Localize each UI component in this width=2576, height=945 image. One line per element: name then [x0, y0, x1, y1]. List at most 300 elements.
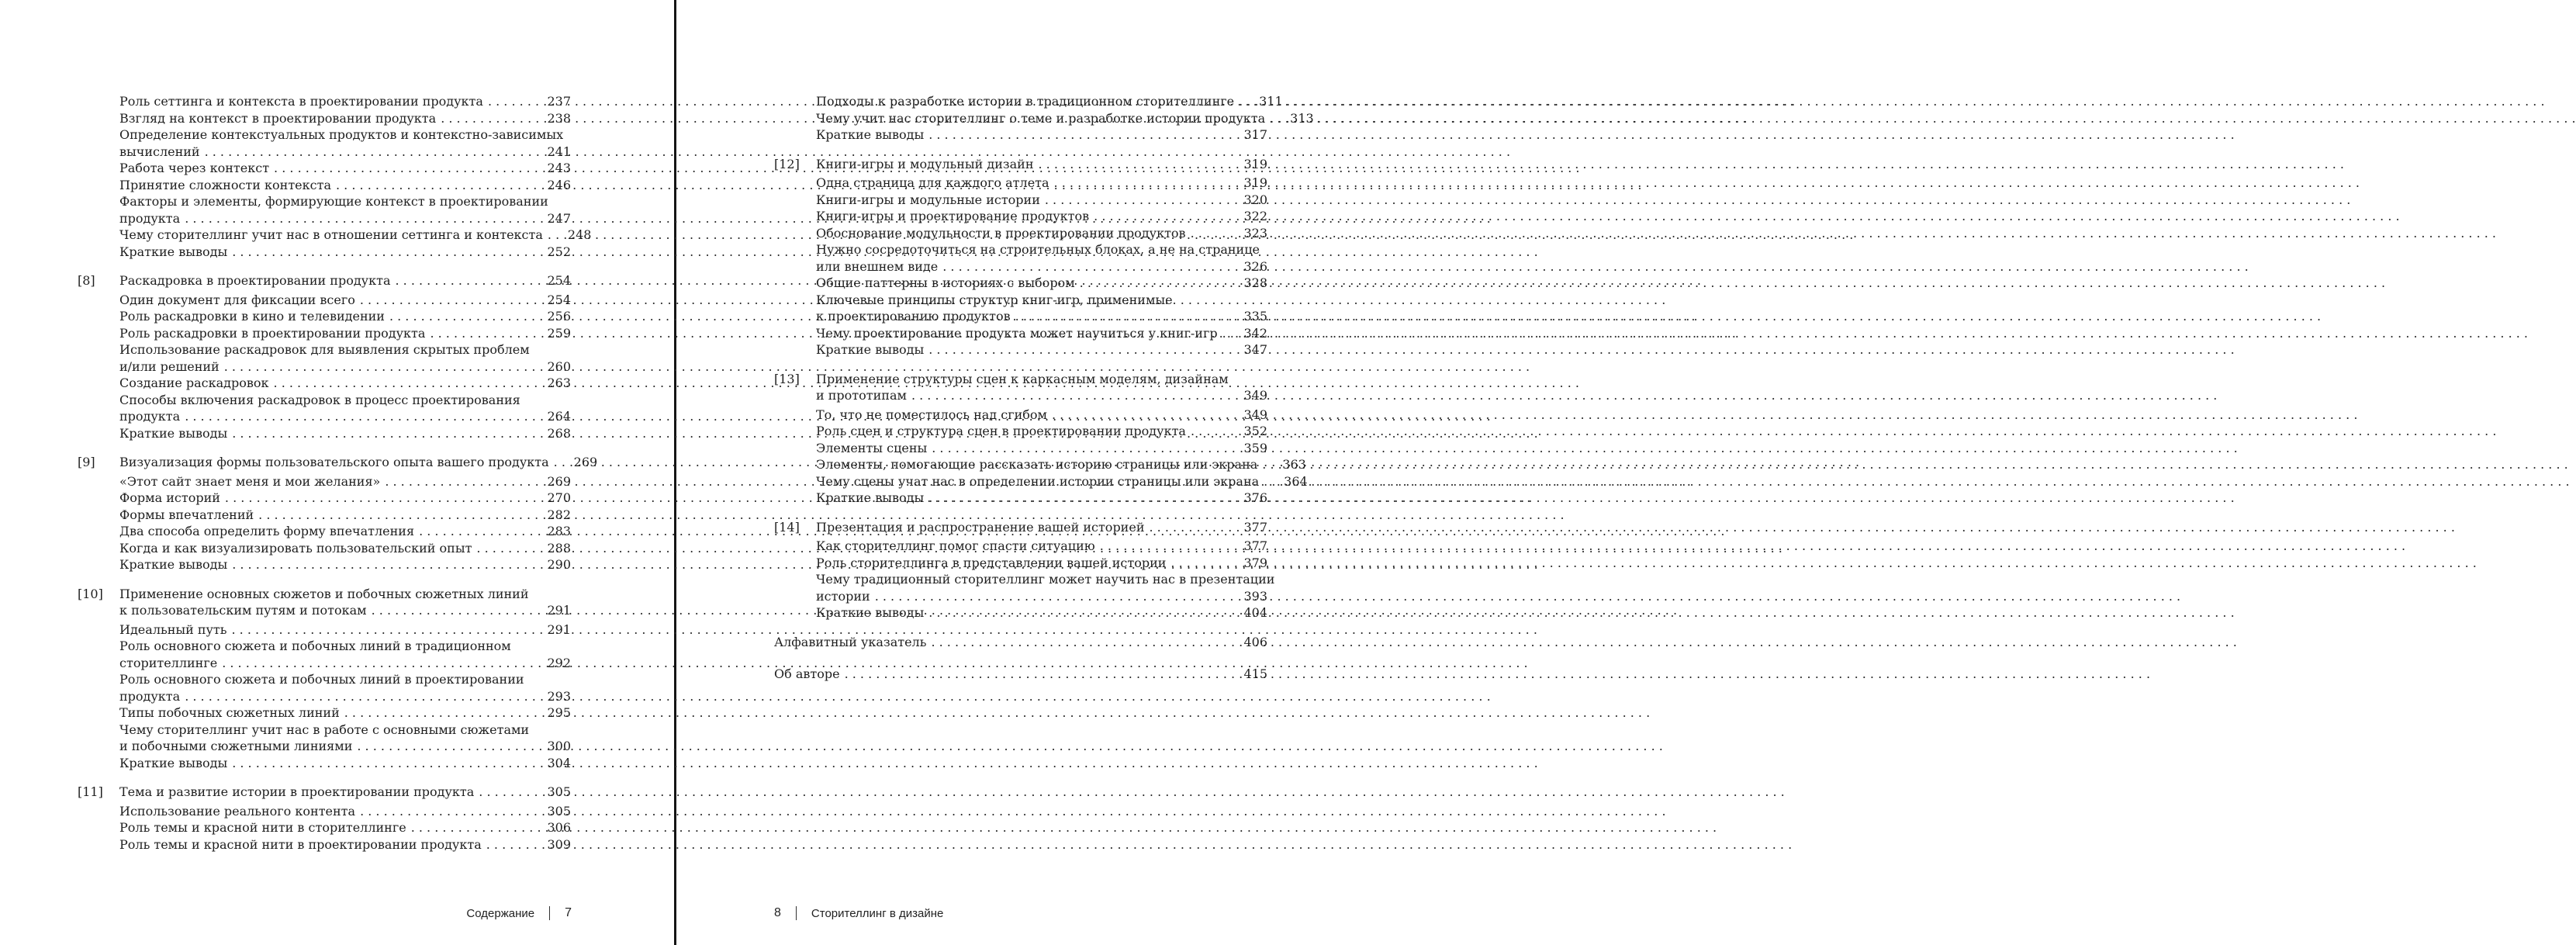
entry-title: Один документ для фиксации всего — [119, 292, 355, 307]
dot-leader — [1222, 325, 1240, 342]
entry-body — [119, 556, 571, 573]
toc-section[interactable] — [774, 456, 1306, 473]
entry-page: 347 — [1243, 342, 1267, 357]
dot-leader — [911, 387, 1240, 404]
entry-page: 264 — [547, 409, 571, 424]
dot-leader — [1191, 225, 1240, 242]
entry-body — [816, 604, 1267, 621]
chapter-number: [14] — [774, 519, 800, 535]
entry-page: 349 — [1243, 407, 1267, 422]
toc-section[interactable] — [78, 392, 571, 425]
page-footer-right — [774, 906, 943, 920]
toc-section[interactable] — [78, 556, 571, 573]
entry-page: 288 — [547, 540, 571, 556]
dot-leader — [385, 473, 542, 490]
toc-section[interactable] — [774, 292, 1267, 325]
toc-section[interactable] — [78, 325, 571, 342]
entry-title-line2-row — [119, 210, 571, 227]
dot-leader — [232, 425, 542, 442]
toc-section[interactable] — [774, 473, 1308, 490]
entry-body — [816, 538, 1267, 555]
entry-page: 254 — [547, 273, 571, 288]
entry-title-line1: Роль основного сюжета и побочных линий в проектировании — [119, 672, 524, 687]
entry-page: 260 — [547, 358, 571, 374]
entry-title: Принятие сложности контекста — [119, 177, 331, 192]
entry-body — [816, 175, 1267, 192]
left-page — [0, 0, 673, 945]
entry-body — [119, 110, 571, 127]
dot-leader — [488, 93, 543, 110]
entry-page: 268 — [547, 425, 571, 441]
entry-page: 305 — [547, 784, 571, 799]
dot-leader — [1149, 519, 1239, 536]
toc-section[interactable] — [78, 540, 571, 557]
entry-page: 305 — [547, 803, 571, 819]
entry-page: 404 — [1243, 605, 1267, 620]
entry-body — [119, 638, 571, 671]
toc-section[interactable] — [78, 126, 571, 160]
dot-leader — [928, 341, 1239, 358]
entry-title-line2-row — [119, 655, 571, 672]
toc-appendix-item[interactable] — [774, 634, 1267, 651]
dot-leader — [1039, 156, 1240, 173]
entry-title: Роль сторителлинга в представлении вашей истории — [816, 555, 1167, 570]
running-head: Сторителлинг в дизайне — [811, 906, 944, 920]
toc-left — [78, 93, 598, 856]
page-footer-left — [466, 906, 572, 920]
toc-section[interactable] — [78, 490, 571, 507]
entry-title: Создание раскадровок — [119, 376, 269, 390]
toc-section[interactable] — [78, 375, 571, 392]
entry-page: 306 — [547, 820, 571, 835]
entry-body — [816, 423, 1267, 440]
entry-title: Краткие выводы — [816, 127, 925, 142]
entry-title-line1: Определение контекстуальных продуктов и контекстно-зависимых — [119, 127, 564, 142]
toc-section[interactable] — [78, 177, 571, 194]
chapter-heading[interactable] — [774, 156, 1267, 173]
entry-body — [119, 722, 571, 755]
entry-title-line2-row — [816, 258, 1267, 275]
toc-section[interactable] — [78, 244, 571, 261]
dot-leader — [1052, 407, 1240, 424]
entry-page: 292 — [547, 655, 571, 670]
dot-leader — [274, 160, 542, 177]
dot-leader — [1045, 192, 1240, 209]
dot-leader — [1015, 308, 1240, 325]
toc-section[interactable] — [774, 275, 1267, 292]
toc-section[interactable] — [78, 755, 571, 772]
toc-chapter — [78, 586, 571, 772]
toc-section[interactable] — [78, 292, 571, 309]
entry-title: Краткие выводы — [119, 557, 228, 572]
dot-leader — [344, 704, 543, 722]
entry-title-line2: истории — [816, 588, 870, 604]
entry-page: 237 — [547, 94, 571, 109]
entry-body — [119, 784, 571, 801]
entry-page: 252 — [547, 244, 571, 259]
toc-section[interactable] — [774, 126, 1267, 144]
toc-section[interactable] — [78, 425, 571, 442]
entry-title: Когда и как визуализировать пользовательский опыт — [119, 540, 472, 556]
toc-chapter — [78, 454, 598, 573]
toc-chapter — [774, 371, 1308, 507]
dot-leader — [1054, 175, 1240, 192]
entry-body — [119, 392, 571, 425]
entry-page: 320 — [1243, 192, 1267, 207]
dot-leader — [258, 507, 542, 524]
dot-leader — [232, 556, 542, 573]
dot-leader — [554, 454, 569, 471]
entry-body — [816, 473, 1308, 490]
entry-title: Алфавитный указатель — [774, 634, 927, 649]
entry-title-line2-row — [816, 308, 1267, 325]
entry-title: Роль сеттинга и контекста в проектировании продукта — [119, 94, 483, 109]
dot-leader — [185, 688, 542, 705]
dot-leader — [360, 292, 543, 309]
entry-title: Роль темы и красной нити в проектировании продукта — [119, 836, 482, 852]
entry-page: 295 — [547, 705, 571, 720]
entry-title-line2: и/или решений — [119, 358, 220, 374]
dot-leader — [931, 634, 1239, 651]
entry-page: 283 — [547, 524, 571, 538]
entry-title-line2-row — [816, 387, 1267, 404]
toc-section[interactable] — [78, 110, 571, 127]
chapter-number: [10] — [78, 586, 103, 601]
toc-section[interactable] — [78, 93, 571, 110]
dot-leader — [548, 227, 563, 244]
entry-page: 317 — [1243, 127, 1267, 142]
entry-page: 300 — [547, 739, 571, 753]
dot-leader — [357, 738, 542, 755]
right-page — [677, 0, 1344, 945]
entry-page: 364 — [1284, 473, 1308, 489]
entry-body — [119, 341, 571, 375]
entry-body — [119, 621, 571, 639]
toc-section[interactable] — [78, 836, 571, 853]
entry-page: 326 — [1243, 258, 1267, 274]
toc-section[interactable] — [78, 621, 571, 639]
toc-section[interactable] — [78, 523, 571, 540]
entry-page: 269 — [573, 455, 598, 469]
entry-page: 323 — [1243, 225, 1267, 241]
chapter-number: [11] — [78, 784, 103, 799]
chapter-heading[interactable] — [78, 454, 598, 471]
entry-title: Типы побочных сюжетных линий — [119, 705, 340, 720]
entry-page: 269 — [547, 473, 571, 489]
chapter-number: [8] — [78, 273, 95, 288]
entry-body — [816, 225, 1267, 242]
toc-section[interactable] — [774, 571, 1275, 604]
toc-section[interactable] — [774, 208, 1267, 225]
entry-page: 322 — [1243, 209, 1267, 223]
dot-leader — [1262, 456, 1278, 473]
entry-title: Об авторе — [774, 666, 840, 681]
chapter-number: [12] — [774, 156, 800, 171]
entry-body — [816, 208, 1267, 225]
entry-title: Краткие выводы — [816, 342, 925, 357]
entry-title: Раскадровка в проектировании продукта — [119, 273, 391, 288]
entry-body — [119, 375, 571, 392]
entry-title: Краткие выводы — [119, 425, 228, 441]
dot-leader — [274, 375, 543, 392]
entry-title-line2: продукта — [119, 409, 181, 424]
dot-leader — [232, 755, 542, 772]
dot-leader — [1094, 208, 1239, 225]
entry-title-line2-row — [119, 688, 571, 705]
entry-title: Краткие выводы — [816, 490, 925, 505]
entry-body — [119, 523, 571, 540]
entry-page: 352 — [1243, 424, 1267, 438]
entry-body — [119, 507, 571, 524]
entry-title: Визуализация формы пользовательского опыта вашего продукта — [119, 455, 549, 469]
entry-title-line2: продукта — [119, 210, 181, 226]
toc-section[interactable] — [774, 538, 1267, 555]
entry-title-line2: и прототипам — [816, 388, 907, 403]
entry-title-line2-row — [119, 358, 571, 376]
chapter-heading[interactable] — [78, 272, 571, 289]
dot-leader — [232, 244, 542, 261]
entry-body — [119, 836, 571, 853]
entry-title-line2: к проектированию продуктов — [816, 309, 1011, 324]
entry-body — [816, 110, 1314, 127]
entry-title: Обоснование модульности в проектировании продуктов — [816, 225, 1186, 241]
entry-page: 377 — [1243, 538, 1267, 553]
entry-title: Использование реального контента — [119, 803, 356, 819]
entry-title-line2: и побочными сюжетными линиями — [119, 739, 353, 753]
entry-page: 335 — [1243, 309, 1267, 324]
entry-page: 376 — [1243, 490, 1267, 505]
dot-leader — [419, 523, 542, 540]
dot-leader — [441, 110, 542, 127]
entry-page: 363 — [1282, 457, 1306, 472]
dot-leader — [222, 655, 542, 672]
chapter-heading[interactable] — [774, 371, 1267, 404]
entry-page: 304 — [547, 755, 571, 770]
entry-body — [816, 93, 1283, 110]
entry-title-line1: Роль основного сюжета и побочных линий в традиционном — [119, 639, 511, 653]
entry-title-line1: Ключевые принципы структур книг-игр, применимые — [816, 292, 1173, 307]
entry-title: Краткие выводы — [119, 244, 228, 259]
dot-leader — [336, 177, 542, 194]
entry-page: 319 — [1243, 156, 1267, 171]
entry-page: 342 — [1243, 325, 1267, 341]
toc-section[interactable] — [774, 407, 1267, 424]
dot-leader — [932, 440, 1239, 457]
chapter-heading[interactable] — [774, 519, 1267, 536]
entry-page: 309 — [547, 836, 571, 852]
toc-section[interactable] — [774, 110, 1314, 127]
entry-title: Работа через контекст — [119, 161, 270, 175]
entry-page: 282 — [547, 507, 571, 522]
entry-body — [119, 292, 571, 309]
entry-page: 263 — [547, 376, 571, 390]
entry-body — [119, 819, 571, 836]
entry-title: Взгляд на контекст в проектировании продукта — [119, 110, 437, 126]
toc-section[interactable] — [78, 507, 571, 524]
dot-leader — [185, 408, 542, 425]
toc-section[interactable] — [774, 175, 1267, 192]
dot-leader — [205, 144, 543, 161]
toc-section[interactable] — [774, 423, 1267, 440]
toc-chapter — [774, 93, 1314, 144]
entry-title: Идеальный путь — [119, 621, 227, 637]
entry-title: Подходы к разработке истории в традиционном сторителлинге — [816, 94, 1235, 109]
entry-page: 243 — [547, 161, 571, 175]
entry-body — [119, 473, 571, 490]
entry-title: Формы впечатлений — [119, 507, 254, 522]
toc-section[interactable] — [774, 225, 1267, 242]
entry-title-line2-row — [119, 408, 571, 425]
entry-body — [119, 325, 571, 342]
toc-section[interactable] — [78, 227, 592, 244]
entry-title: Чему сцены учат нас в определении истории страницы или экрана — [816, 473, 1260, 489]
footer-separator — [549, 906, 550, 920]
entry-title: Роль раскадровки в проектировании продукта — [119, 325, 426, 341]
entry-title-line1: Факторы и элементы, формирующие контекст в проектировании — [119, 194, 548, 209]
entry-title: Роль темы и красной нити в сторителлинге — [119, 820, 406, 835]
entry-body — [119, 272, 571, 289]
chapter-heading[interactable] — [78, 784, 571, 801]
toc-section[interactable] — [78, 803, 571, 820]
entry-page: 406 — [1243, 634, 1267, 649]
dot-leader — [1100, 538, 1240, 555]
footer-separator — [796, 906, 797, 920]
entry-title: То, что не поместилось над сгибом — [816, 407, 1047, 422]
entry-page: 293 — [547, 688, 571, 704]
toc-section[interactable] — [78, 638, 571, 671]
entry-title: Тема и развитие истории в проектировании продукта — [119, 784, 475, 799]
entry-page: 241 — [547, 144, 571, 159]
running-head: Содержание — [466, 906, 535, 920]
entry-title: Книги-игры и модульные истории — [816, 192, 1040, 207]
toc-appendix-item[interactable] — [774, 666, 1267, 683]
page-number: 8 — [774, 906, 781, 919]
entry-title: Элементы сцены — [816, 440, 928, 455]
toc-section[interactable] — [774, 555, 1267, 572]
dot-leader — [942, 258, 1239, 275]
entry-page: 246 — [547, 177, 571, 192]
entry-title: Роль раскадровки в кино и телевидении — [119, 309, 385, 324]
entry-page: 311 — [1259, 94, 1283, 109]
chapter-number: [13] — [774, 371, 800, 386]
toc-section[interactable] — [774, 440, 1267, 457]
entry-title: Одна страница для каждого атлета — [816, 175, 1049, 190]
toc-section[interactable] — [774, 241, 1267, 275]
toc-section[interactable] — [78, 473, 571, 490]
toc-section[interactable] — [78, 704, 571, 722]
toc-section[interactable] — [774, 192, 1267, 209]
toc-section[interactable] — [78, 819, 571, 836]
entry-body — [119, 160, 571, 177]
dot-leader — [928, 126, 1239, 144]
chapter-heading[interactable] — [78, 586, 571, 619]
entry-title-line1: Применение структуры сцен к каркасным моделям, дизайнам — [816, 371, 1229, 386]
toc-section[interactable] — [774, 341, 1267, 358]
entry-title-line2: сторителлинге — [119, 655, 218, 670]
entry-body — [816, 341, 1267, 358]
dot-leader — [389, 308, 543, 325]
entry-title-line2: или внешнем виде — [816, 258, 939, 274]
toc-chapter — [78, 784, 571, 853]
toc-chapter — [774, 156, 1267, 358]
entry-body — [119, 244, 571, 261]
entry-page: 259 — [547, 325, 571, 341]
entry-body — [119, 308, 571, 325]
toc-section[interactable] — [774, 93, 1283, 110]
toc-section[interactable] — [78, 160, 571, 177]
entry-title: Роль сцен и структура сцен в проектировании продукта — [816, 424, 1186, 438]
entry-page: 415 — [1243, 666, 1267, 681]
entry-title: Элементы, помогающие рассказать историю страницы или экрана — [816, 457, 1258, 472]
toc-section[interactable] — [78, 341, 571, 375]
entry-page: 319 — [1243, 175, 1267, 190]
entry-page: 377 — [1243, 519, 1267, 535]
entry-body — [816, 325, 1267, 342]
entry-page: 248 — [567, 227, 592, 242]
toc-section[interactable] — [774, 325, 1267, 342]
entry-page: 291 — [547, 603, 571, 618]
entry-title-line1: Применение основных сюжетов и побочных сюжетных линий — [119, 586, 529, 601]
entry-page: 379 — [1243, 555, 1267, 570]
toc-right — [774, 93, 1314, 683]
entry-body — [119, 454, 598, 471]
dot-leader — [231, 621, 542, 639]
dot-leader — [395, 272, 542, 289]
toc-section[interactable] — [774, 490, 1267, 507]
entry-body — [816, 571, 1275, 604]
entry-body — [816, 456, 1306, 473]
entry-page: 254 — [547, 292, 571, 307]
toc-section[interactable] — [78, 308, 571, 325]
entry-title: Два способа определить форму впечатления — [119, 524, 415, 538]
dot-leader — [1080, 275, 1240, 292]
entry-body — [816, 241, 1267, 275]
entry-title: Книги-игры и проектирование продуктов — [816, 209, 1090, 223]
entry-body — [119, 803, 571, 820]
dot-leader — [185, 210, 542, 227]
dot-leader — [411, 819, 543, 836]
entry-title-line1: Использование раскадровок для выявления скрытых проблем — [119, 342, 530, 357]
toc-chapter — [78, 93, 592, 260]
entry-title-line2: вычислений — [119, 144, 200, 159]
entry-body — [119, 755, 571, 772]
entry-page: 328 — [1243, 275, 1267, 290]
entry-title-line1: Чему традиционный сторителлинг может научить нас в презентации — [816, 572, 1275, 587]
entry-title-line1: Нужно сосредоточиться на строительных блоках, а не на странице — [816, 242, 1260, 257]
dot-leader — [479, 784, 542, 801]
entry-title-line2-row — [119, 144, 571, 161]
toc-section[interactable] — [774, 604, 1267, 621]
entry-body — [816, 275, 1267, 292]
entry-title-line1: Чему сторителлинг учит нас в работе с основными сюжетами — [119, 722, 530, 737]
toc-section[interactable] — [78, 193, 571, 227]
entry-body — [119, 540, 571, 557]
entry-page: 393 — [1243, 588, 1267, 604]
dot-leader — [845, 666, 1240, 683]
toc-section[interactable] — [78, 671, 571, 704]
dot-leader — [1191, 423, 1239, 440]
entry-body — [119, 586, 571, 619]
entry-page: 238 — [547, 110, 571, 126]
page-number: 7 — [565, 906, 572, 919]
entry-title-line2: к пользовательским путям и потокам — [119, 603, 367, 618]
dot-leader — [1239, 93, 1254, 110]
entry-page: 291 — [547, 621, 571, 637]
dot-leader — [1270, 110, 1285, 127]
entry-body — [816, 156, 1267, 173]
toc-section[interactable] — [78, 722, 571, 755]
dot-leader — [476, 540, 542, 557]
